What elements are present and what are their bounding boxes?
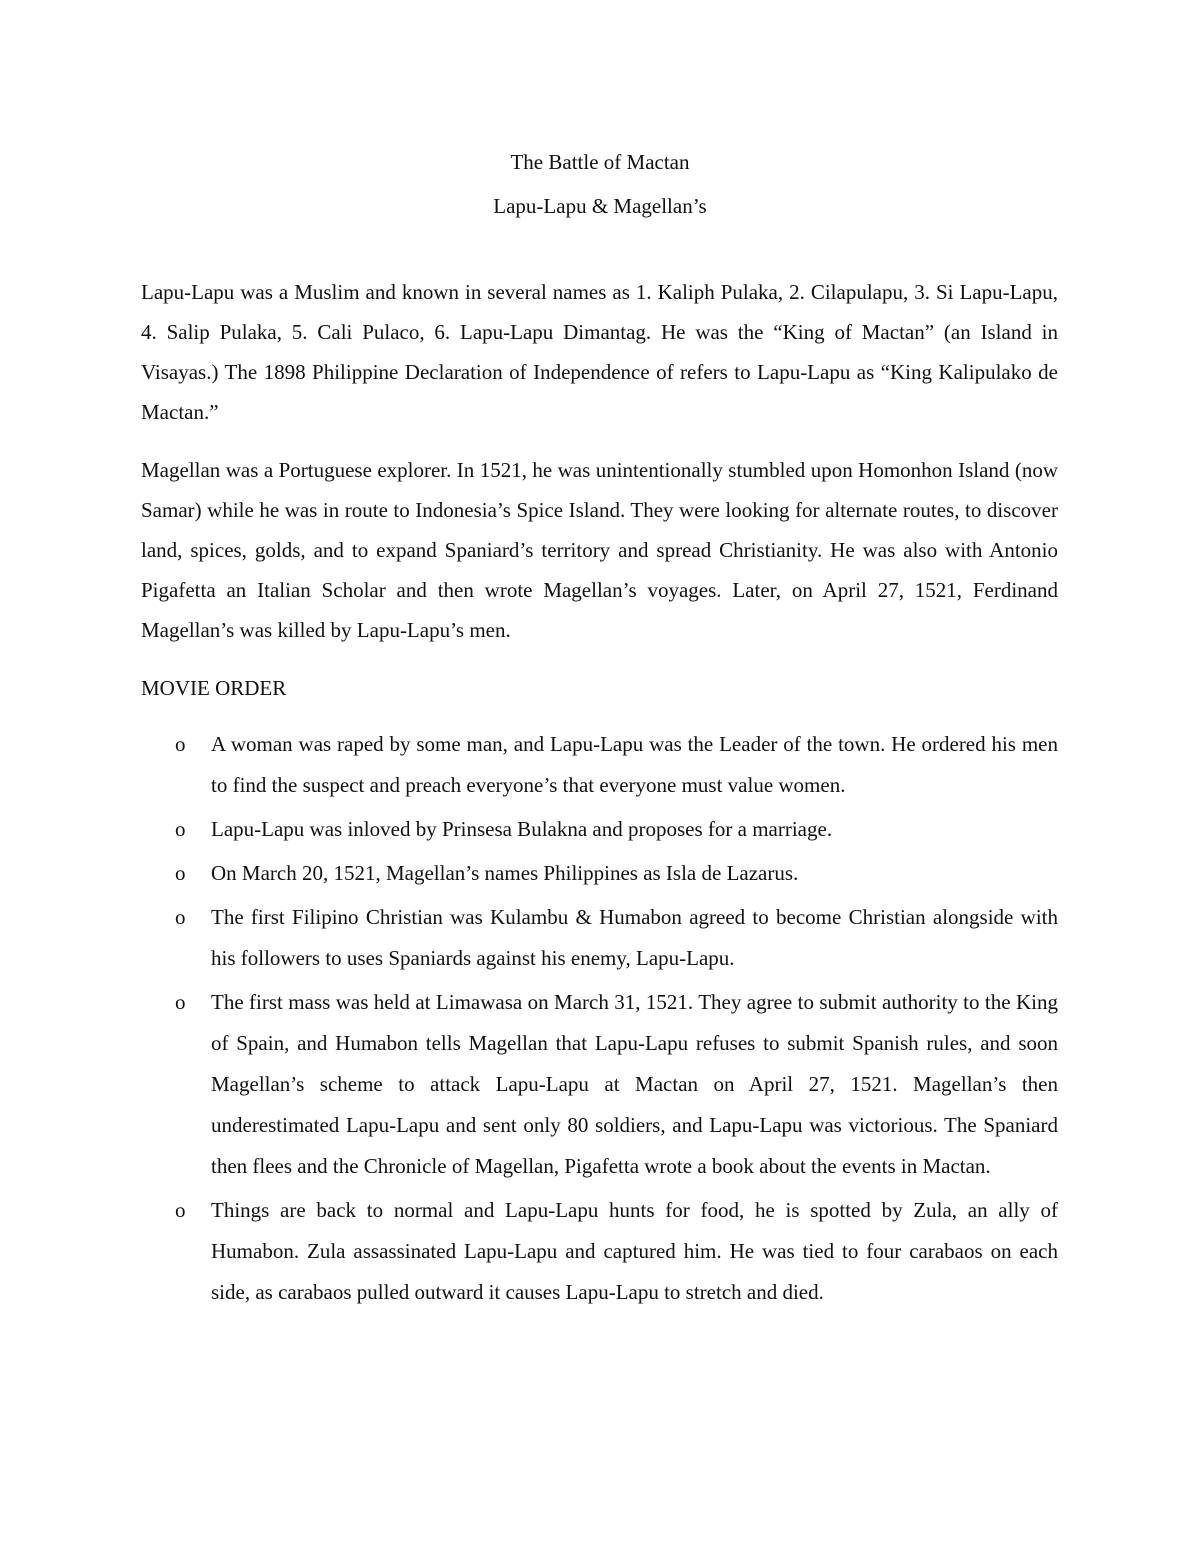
list-item — [141, 897, 1058, 979]
bullet-icon: o — [175, 817, 186, 841]
document-body — [141, 272, 1058, 1316]
paragraph-lapu-lapu: Lapu-Lapu was a Muslim and known in several names as 1. Kaliph Pulaka, 2. Cilapulapu, 3. Si Lapu-Lapu, 4. Salip Pulaka, 5. Cali Pulaco, 6. Lapu-Lapu Dimantag. He was the “King of Mactan” (an Island in Visayas.) The 1898 Philippine Declaration of Independence of refers to Lapu-Lapu as “King Kalipulako de Mactan.” — [141, 280, 1058, 424]
document-subtitle: Lapu-Lapu & Magellan’s — [493, 194, 707, 218]
movie-order-list — [141, 724, 1058, 1313]
list-item-text: The first Filipino Christian was Kulambu & Humabon agreed to become Christian alongside with his followers to uses Spaniards against his enemy, Lapu-Lapu. — [211, 905, 1058, 970]
bullet-icon: o — [175, 905, 186, 929]
list-item — [141, 809, 1058, 850]
list-item-text: On March 20, 1521, Magellan’s names Philippines as Isla de Lazarus. — [211, 861, 799, 885]
paragraph-magellan: Magellan was a Portuguese explorer. In 1521, he was unintentionally stumbled upon Homonhon Island (now Samar) while he was in route to Indonesia’s Spice Island. They were looking for alternate routes, to discover land, spices, golds, and to expand Spaniard’s territory and spread Christianity. He was also with Antonio Pigafetta an Italian Scholar and then wrote Magellan’s voyages. Later, on April 27, 1521, Ferdinand Magellan’s was killed by Lapu-Lapu’s men. — [141, 458, 1058, 642]
list-item — [141, 853, 1058, 894]
document-title: The Battle of Mactan — [510, 150, 690, 174]
list-item-text: A woman was raped by some man, and Lapu-Lapu was the Leader of the town. He ordered his men to find the suspect and preach everyone’s that everyone must value women. — [211, 732, 1058, 797]
list-item-text: Lapu-Lapu was inloved by Prinsesa Bulakna and proposes for a marriage. — [211, 817, 833, 841]
bullet-icon: o — [175, 861, 186, 885]
list-item — [141, 724, 1058, 806]
bullet-icon: o — [175, 1198, 186, 1222]
title-block — [0, 140, 1200, 228]
list-item — [141, 982, 1058, 1187]
list-item-text: Things are back to normal and Lapu-Lapu hunts for food, he is spotted by Zula, an ally of Humabon. Zula assassinated Lapu-Lapu and captured him. He was tied to four carabaos on each side, as carabaos pulled outward it causes Lapu-Lapu to stretch and died. — [211, 1198, 1058, 1304]
bullet-icon: o — [175, 990, 186, 1014]
bullet-icon: o — [175, 732, 186, 756]
list-item — [141, 1190, 1058, 1313]
list-item-text: The first mass was held at Limawasa on March 31, 1521. They agree to submit authority to the King of Spain, and Humabon tells Magellan that Lapu-Lapu refuses to submit Spanish rules, and soon Magellan’s scheme to attack Lapu-Lapu at Mactan on April 27, 1521. Magellan’s then underestimated Lapu-Lapu and sent only 80 soldiers, and Lapu-Lapu was victorious. The Spaniard then flees and the Chronicle of Magellan, Pigafetta wrote a book about the events in Mactan. — [211, 990, 1058, 1178]
section-heading-movie-order: MOVIE ORDER — [141, 676, 287, 700]
